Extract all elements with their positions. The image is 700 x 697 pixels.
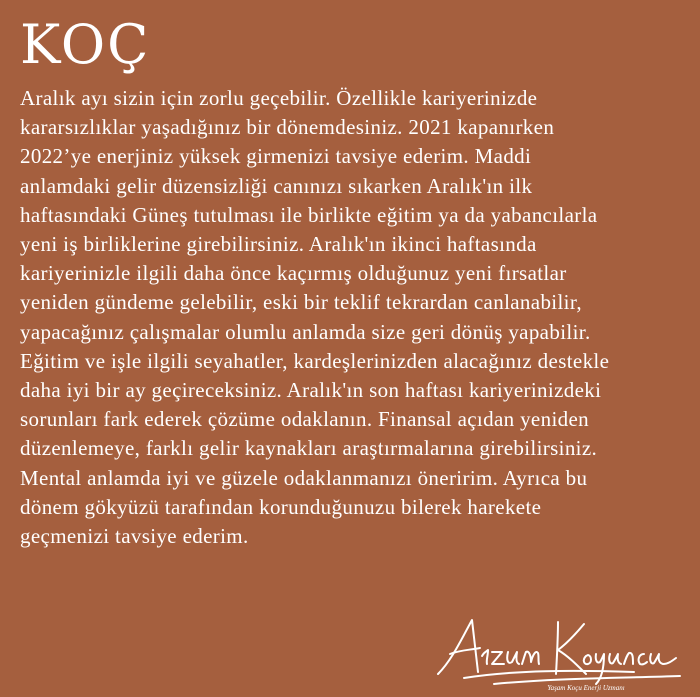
signature-logo <box>434 612 684 692</box>
text-line: Aralık ayı sizin için zorlu geçebilir. Özellikle kariyerinizde <box>20 86 538 110</box>
signature-tagline: Yaşam Koçu Enerji Uzmanı <box>547 684 625 692</box>
zodiac-title: KOÇ <box>20 13 151 76</box>
text-line: kariyerinizle ilgili daha önce kaçırmış olduğunuz yeni fırsatlar <box>20 261 567 286</box>
text-line: kararsızlıklar yaşadığınız bir dönemdesiniz. 2021 kapanırken <box>20 115 555 140</box>
text-line: Mental anlamda iyi ve güzele odaklanmanızı öneririm. Ayrıca bu <box>20 465 588 490</box>
text-line: daha iyi bir ay geçireceksiniz. Aralık'ın son haftası kariyerinizdeki <box>20 378 602 403</box>
text-line: Eğitim ve işle ilgili seyahatler, kardeşlerinizden alacağınız destekle <box>20 348 610 373</box>
text-line: 2022’ye enerjiniz yüksek girmenizi tavsiye ederim. Maddi <box>20 144 532 169</box>
text-line: yeniden gündeme gelebilir, eski bir teklif tekrardan canlanabilir, <box>20 290 582 315</box>
text-line: anlamdaki gelir düzensizliği canınızı sıkarken Aralık'ın ilk <box>20 173 533 198</box>
text-line: düzenlemeye, farklı gelir kaynakları araştırmalarına girebilirsiniz. <box>20 436 598 461</box>
horoscope-text <box>20 84 609 551</box>
text-line: sorunları fark ederek çözüme odaklanın. Finansal açıdan yeniden <box>20 407 590 432</box>
text-line: haftasındaki Güneş tutulması ile birlikte eğitim ya da yabancılarla <box>20 202 598 227</box>
text-line: dönem gökyüzü tarafından korunduğunuzu bilerek harekete <box>20 494 542 519</box>
text-line: yapacağınız çalışmalar olumlu anlamda size geri dönüş yapabilir. <box>20 319 591 344</box>
text-line: yeni iş birliklerine girebilirsiniz. Aralık'ın ikinci haftasında <box>20 232 537 257</box>
text-line: geçmenizi tavsiye ederim. <box>20 524 249 549</box>
